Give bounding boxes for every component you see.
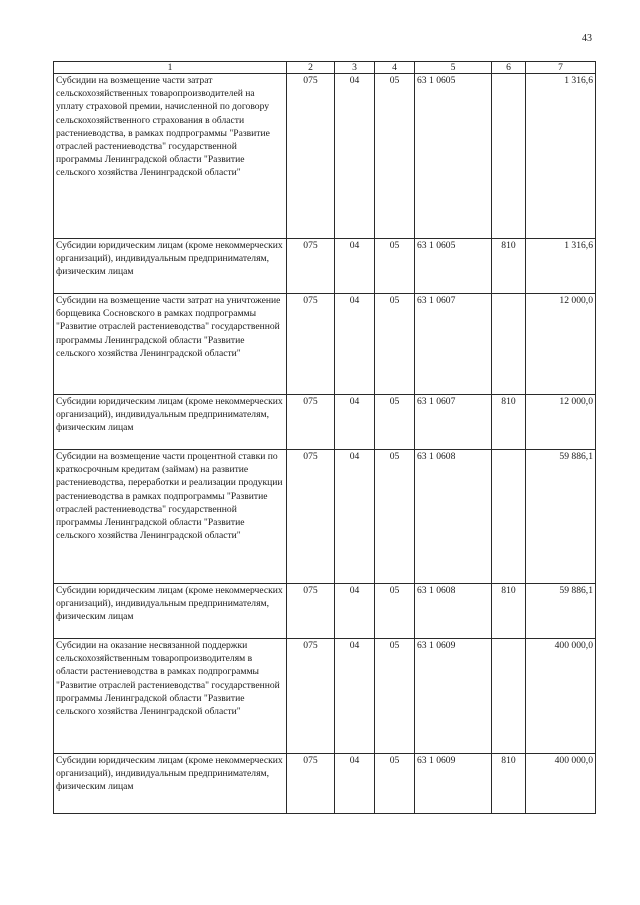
row-rz: 04 — [335, 584, 375, 639]
table-row — [54, 395, 596, 450]
row-amount: 12 000,0 — [526, 395, 596, 450]
column-header: 7 — [526, 62, 596, 74]
page-number: 43 — [582, 33, 592, 44]
row-csr: 63 1 0607 — [415, 395, 492, 450]
row-rz: 04 — [335, 639, 375, 754]
row-csr: 63 1 0607 — [415, 294, 492, 395]
row-csr: 63 1 0609 — [415, 754, 492, 814]
column-header: 1 — [54, 62, 287, 74]
row-vr — [492, 74, 526, 239]
row-rz: 04 — [335, 294, 375, 395]
row-csr: 63 1 0608 — [415, 450, 492, 584]
table-header-row — [54, 62, 596, 74]
row-rz: 04 — [335, 754, 375, 814]
table-row — [54, 754, 596, 814]
column-header: 3 — [335, 62, 375, 74]
table-row — [54, 294, 596, 395]
row-amount: 400 000,0 — [526, 754, 596, 814]
row-amount: 400 000,0 — [526, 639, 596, 754]
table-row — [54, 584, 596, 639]
row-pr: 05 — [375, 754, 415, 814]
row-rz: 04 — [335, 450, 375, 584]
table-row — [54, 450, 596, 584]
row-rz: 04 — [335, 239, 375, 294]
row-pr: 05 — [375, 639, 415, 754]
row-pr: 05 — [375, 74, 415, 239]
table-row — [54, 639, 596, 754]
row-pr: 05 — [375, 584, 415, 639]
row-pr: 05 — [375, 239, 415, 294]
row-grbs: 075 — [287, 74, 335, 239]
row-name: Субсидии на возмещение части процентной ставки по краткосрочным кредитам (займам) на развитие растениеводства, переработки и реализации продукции растениеводства в рамках подпрограммы "Развитие отраслей растениеводства" государственной программы Ленинградской области "Развитие сельского хозяйства Ленинградской области" — [54, 450, 287, 584]
row-grbs: 075 — [287, 395, 335, 450]
row-name: Субсидии юридическим лицам (кроме некоммерческих организаций), индивидуальным предпринимателям, физическим лицам — [54, 395, 287, 450]
row-name: Субсидии на возмещение части затрат на уничтожение борщевика Сосновского в рамках подпрограммы "Развитие отраслей растениеводства" государственной программы Ленинградской области "Развитие сельского хозяйства Ленинградской области" — [54, 294, 287, 395]
row-pr: 05 — [375, 450, 415, 584]
row-vr — [492, 639, 526, 754]
row-name: Субсидии юридическим лицам (кроме некоммерческих организаций), индивидуальным предпринимателям, физическим лицам — [54, 584, 287, 639]
row-grbs: 075 — [287, 239, 335, 294]
row-vr: 810 — [492, 239, 526, 294]
row-grbs: 075 — [287, 450, 335, 584]
row-amount: 59 886,1 — [526, 584, 596, 639]
row-vr — [492, 294, 526, 395]
column-header: 2 — [287, 62, 335, 74]
row-amount: 12 000,0 — [526, 294, 596, 395]
row-vr — [492, 450, 526, 584]
row-name: Субсидии юридическим лицам (кроме некоммерческих организаций), индивидуальным предпринимателям, физическим лицам — [54, 754, 287, 814]
row-amount: 59 886,1 — [526, 450, 596, 584]
table-row — [54, 239, 596, 294]
budget-table — [53, 61, 596, 814]
row-grbs: 075 — [287, 584, 335, 639]
column-header: 5 — [415, 62, 492, 74]
column-header: 4 — [375, 62, 415, 74]
row-csr: 63 1 0609 — [415, 639, 492, 754]
row-csr: 63 1 0605 — [415, 239, 492, 294]
row-pr: 05 — [375, 395, 415, 450]
row-pr: 05 — [375, 294, 415, 395]
row-grbs: 075 — [287, 294, 335, 395]
row-grbs: 075 — [287, 639, 335, 754]
row-amount: 1 316,6 — [526, 239, 596, 294]
row-name: Субсидии на оказание несвязанной поддержки сельскохозяйственным товаропроизводителям в области растениеводства в рамках подпрограммы "Развитие отраслей растениеводства" государственной программы Ленинградской области "Развитие сельского хозяйства Ленинградской области" — [54, 639, 287, 754]
column-header: 6 — [492, 62, 526, 74]
row-vr: 810 — [492, 584, 526, 639]
row-name: Субсидии на возмещение части затрат сельскохозяйственных товаропроизводителей на уплату страховой премии, начисленной по договору сельскохозяйственного страхования в области растениеводства, в рамках подпрограммы "Развитие отраслей растениеводства" государственной программы Ленинградской области "Развитие сельского хозяйства Ленинградской области" — [54, 74, 287, 239]
row-csr: 63 1 0608 — [415, 584, 492, 639]
row-vr: 810 — [492, 395, 526, 450]
row-name: Субсидии юридическим лицам (кроме некоммерческих организаций), индивидуальным предпринимателям, физическим лицам — [54, 239, 287, 294]
row-csr: 63 1 0605 — [415, 74, 492, 239]
row-rz: 04 — [335, 395, 375, 450]
row-vr: 810 — [492, 754, 526, 814]
row-grbs: 075 — [287, 754, 335, 814]
row-rz: 04 — [335, 74, 375, 239]
row-amount: 1 316,6 — [526, 74, 596, 239]
table-row — [54, 74, 596, 239]
